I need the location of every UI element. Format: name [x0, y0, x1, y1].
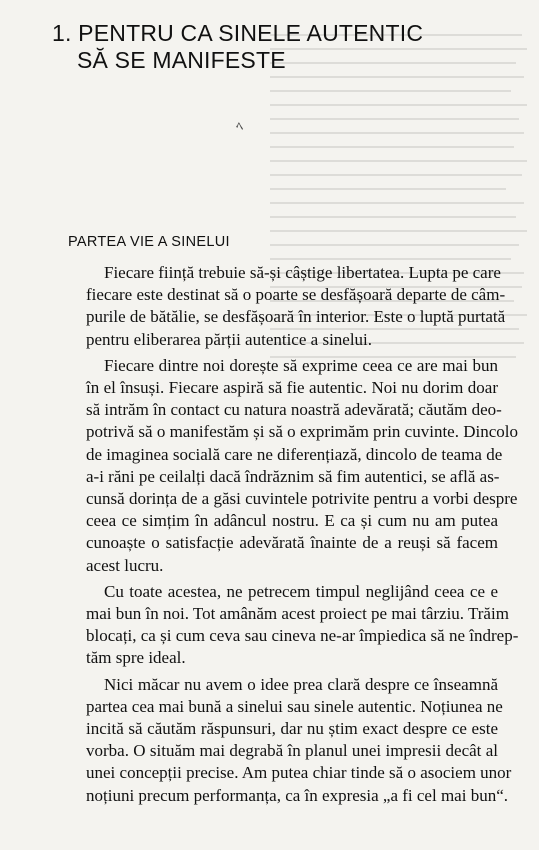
- text-line: potrivă să o manifestăm și să o exprimăm prin cuvinte. Dincolo: [86, 422, 518, 442]
- text-line: ceea ce simțim în adâncul nostru. E ca și cum nu am putea: [86, 511, 498, 531]
- text-line: incită să căutăm răspunsuri, dar nu știm exact despre ce este: [86, 719, 498, 739]
- text-line: tăm spre ideal.: [86, 648, 186, 668]
- text-line: cunsă dorința de a găsi cuvintele potrivite pentru a vorbi despre: [86, 489, 518, 509]
- text-line: fiecare este destinat să o poarte se desfășoară departe de câm-: [86, 285, 506, 305]
- chapter-title-line-1: 1. PENTRU CA SINELE AUTENTIC: [52, 20, 424, 46]
- text-line: purile de bătălie, se desfășoară în interior. Este o luptă purtată: [86, 307, 506, 327]
- text-line: Fiecare dintre noi dorește să exprime ceea ce are mai bun: [104, 355, 498, 375]
- text-line: acest lucru.: [86, 555, 164, 575]
- print-smudge-mark: ﾍ: [236, 119, 243, 135]
- text-line: de imaginea socială care ne diferențiază, dincolo de teama de: [86, 444, 503, 464]
- text-line: Cu toate acestea, ne petrecem timpul neglijând ceea ce e: [104, 581, 498, 601]
- text-line: a-i răni pe ceilalți dacă îndrăznim să fim autentici, se află as-: [86, 466, 500, 486]
- text-line: partea cea mai bună a sinelui sau sinele autentic. Noțiunea ne: [86, 696, 503, 716]
- text-line: noțiuni precum performanța, ca în expresia „a fi cel mai bun“.: [86, 785, 508, 805]
- text-line: pentru eliberarea părții autentice a sinelui.: [86, 329, 373, 349]
- paragraph-4: [68, 674, 512, 807]
- text-line: cunoaște o satisfacție adevărată înainte de a reuși să facem: [86, 533, 498, 553]
- paragraph-3: [68, 581, 519, 670]
- text-line: Nici măcar nu avem o idee prea clară despre ce înseamnă: [104, 674, 498, 694]
- text-line: mai bun în noi. Tot amânăm acest proiect pe mai târziu. Trăim: [86, 604, 509, 624]
- text-line: unei concepții precise. Am putea chiar tinde să o asociem unor: [86, 763, 512, 783]
- paragraph-2: [68, 355, 518, 577]
- section-heading: PARTEA VIE A SINELUI: [68, 234, 230, 250]
- chapter-title: [52, 20, 423, 74]
- paragraph-1: [68, 262, 506, 351]
- text-line: în el însuși. Fiecare aspiră să fie autentic. Noi nu dorim doar: [86, 378, 498, 398]
- text-line: Fiecare ființă trebuie să-și câștige libertatea. Lupta pe care: [104, 263, 501, 282]
- body-text: [68, 262, 519, 807]
- text-line: vorba. O situăm mai degrabă în planul unei impresii decât al: [86, 741, 498, 761]
- chapter-title-line-2: SĂ SE MANIFESTE: [77, 47, 286, 73]
- text-line: să intrăm în contact cu natura noastră adevărată; căutăm deo-: [86, 400, 502, 420]
- text-line: blocați, ca și cum ceva sau cineva ne-ar împiedica să ne îndrep-: [86, 626, 519, 646]
